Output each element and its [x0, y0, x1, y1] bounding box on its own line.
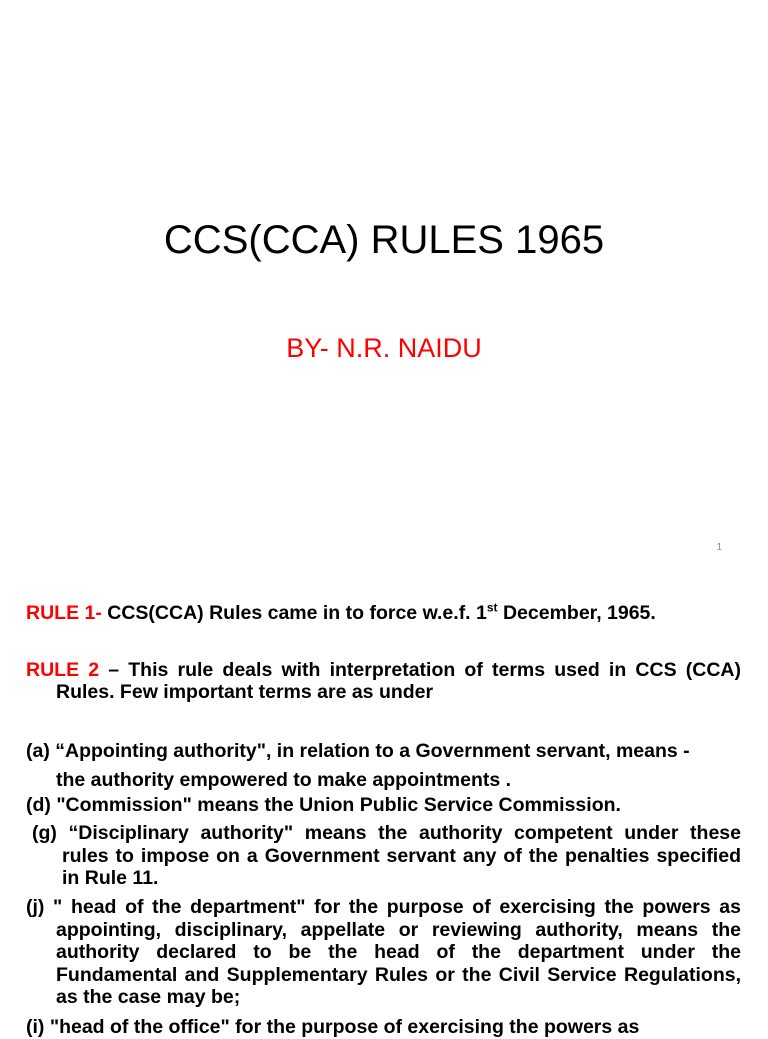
content-slide — [0, 574, 768, 1038]
definition-j — [26, 896, 741, 1009]
definition-a — [26, 737, 741, 795]
definition-j-text: (j) " head of the department" for the purpose of exercising the powers as appointing, disciplinary, appellate or reviewing authority, means the authority declared to be the head of the department under the Fundamental and Supplementary Rules or the Civil Service Regulations, as the case may be; — [26, 896, 741, 1008]
definition-d: (d) "Commission" means the Union Public Service Commission. — [26, 794, 621, 816]
slide-title: CCS(CCA) RULES 1965 — [163, 218, 605, 262]
rule-1-label: RULE 1- — [26, 602, 102, 624]
rule-2-label: RULE 2 — [26, 659, 100, 681]
slide-subtitle-author: BY- N.R. NAIDU — [286, 333, 482, 363]
slide-page-number: 1 — [716, 542, 722, 553]
definition-a-continuation: the authority empowered to make appointments . — [56, 769, 512, 791]
definition-a-text: (a) “Appointing authority", in relation to a Government servant, means - — [26, 740, 690, 762]
definition-i-partial: (i) "head of the office" for the purpose of exercising the powers as — [26, 1016, 640, 1038]
rule-1-paragraph — [26, 602, 741, 624]
definition-g — [26, 822, 741, 890]
definition-g-text: (g) “Disciplinary authority" means the authority competent under these rules to impose on a Government servant any of the penalties specified in Rule 11. — [32, 822, 741, 889]
rule-1-text-end: December, 1965. — [497, 602, 656, 624]
rule-1-text: CCS(CCA) Rules came in to force w.e.f. 1 — [101, 602, 487, 624]
rule-1-superscript: st — [486, 600, 498, 615]
rule-2-paragraph — [26, 659, 741, 703]
rule-2-text: – This rule deals with interpretation of terms used in CCS (CCA) Rules. Few important terms are as under — [56, 659, 741, 703]
